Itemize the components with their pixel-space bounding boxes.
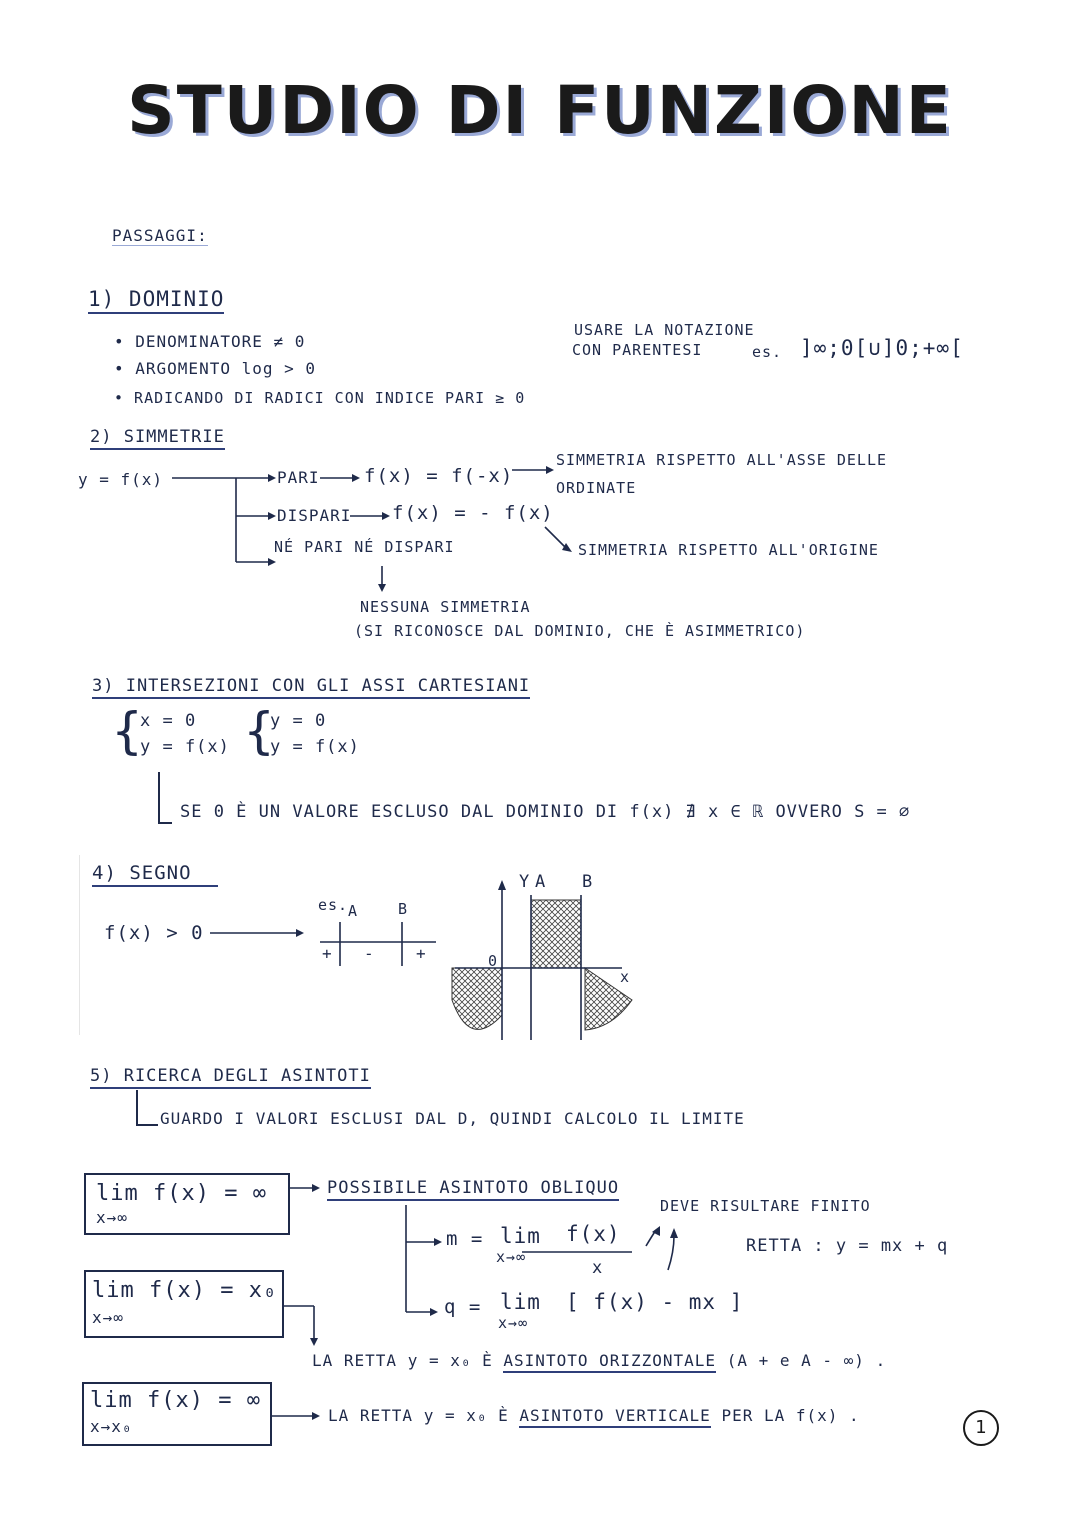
segno-sign-3: +: [416, 944, 427, 963]
limit-box-1-sub: x→∞: [96, 1208, 128, 1227]
dominio-bullet-3: • RADICANDO DI RADICI CON INDICE PARI ≥ 0: [114, 389, 526, 407]
limit-box-3-expr: lim f(x) = ∞: [90, 1388, 261, 1413]
system1-eq-b: y = f(x): [140, 737, 230, 757]
retta-obliqua: RETTA : y = mx + q: [746, 1236, 949, 1256]
limit-box-1-expr: lim f(x) = ∞: [96, 1181, 267, 1206]
dominio-note-line2: CON PARENTESI: [572, 341, 703, 359]
q-sub: x→∞: [498, 1314, 529, 1332]
graph-a-label: A: [535, 872, 547, 892]
m-numerator: f(x): [566, 1222, 621, 1246]
limit-box-2-expr: lim f(x) = x₀: [92, 1278, 278, 1303]
system2-eq-a: y = 0: [270, 711, 327, 731]
graph-x-label: x: [620, 968, 631, 986]
section-asintoti-heading: 5) RICERCA DEGLI ASINTOTI: [90, 1066, 371, 1086]
dominio-note-es: es.: [752, 343, 783, 361]
m-sub: x→∞: [496, 1248, 527, 1266]
segno-es-label: es.: [318, 896, 349, 914]
segno-point-b: B: [398, 900, 409, 918]
limit-box-finite: [84, 1270, 284, 1338]
segno-condition: f(x) > 0: [104, 922, 204, 944]
passaggi-label: PASSAGGI:: [112, 226, 208, 245]
simmetrie-nessuna-note: (SI RICONOSCE DAL DOMINIO, CHE È ASIMMETRICO): [354, 622, 806, 640]
section-simmetrie-heading: 2) SIMMETRIE: [90, 427, 225, 447]
dominio-bullet-2: • ARGOMENTO log > 0: [114, 359, 317, 378]
section-segno-heading: 4) SEGNO: [92, 862, 218, 884]
simmetrie-dispari: DISPARI: [277, 506, 352, 525]
limit-box-3-sub: x→x₀: [90, 1417, 133, 1436]
simmetrie-ne: NÉ PARI NÉ DISPARI: [274, 538, 455, 556]
simmetrie-pari-result-1: SIMMETRIA RISPETTO ALL'ASSE DELLE: [556, 451, 888, 469]
segno-point-a: A: [348, 902, 359, 920]
simmetrie-dispari-eq: f(x) = - f(x): [392, 502, 554, 524]
asintoti-note: GUARDO I VALORI ESCLUSI DAL D, QUINDI CALCOLO IL LIMITE: [160, 1109, 745, 1128]
segno-sign-1: +: [322, 944, 333, 963]
intersezioni-note: SE 0 È UN VALORE ESCLUSO DAL DOMINIO DI f(x) ∄ x ∈ ℝ OVVERO S = ∅: [180, 802, 911, 822]
m-denominator: x: [592, 1258, 604, 1278]
simmetrie-dispari-result: SIMMETRIA RISPETTO ALL'ORIGINE: [578, 541, 879, 559]
system-brace-1: {: [112, 702, 144, 760]
page-title: STUDIO DI FUNZIONE: [127, 72, 953, 149]
dominio-bullet-1: • DENOMINATORE ≠ 0: [114, 332, 306, 351]
page-number: 1: [963, 1410, 999, 1446]
section-intersezioni-heading: 3) INTERSEZIONI CON GLI ASSI CARTESIANI: [92, 676, 530, 696]
segno-sign-2: -: [364, 944, 375, 963]
q-lim: lim: [500, 1290, 541, 1314]
simmetrie-pari-eq: f(x) = f(-x): [364, 465, 514, 487]
graph-origin-label: 0: [488, 952, 499, 970]
simmetrie-nessuna: NESSUNA SIMMETRIA: [360, 598, 531, 616]
limit-box-2-sub: x→∞: [92, 1308, 124, 1327]
simmetrie-pari: PARI: [277, 468, 320, 487]
dominio-note-line1: USARE LA NOTAZIONE: [574, 321, 755, 339]
simmetrie-pari-result-2: ORDINATE: [556, 479, 637, 497]
dominio-note-example: ]∞;0[∪]0;+∞[: [800, 336, 964, 360]
system1-eq-a: x = 0: [140, 711, 197, 731]
asintoto-verticale-line: LA RETTA y = x₀ È ASINTOTO VERTICALE PER LA f(x) .: [328, 1406, 860, 1425]
asintoti-finito-note: DEVE RISULTARE FINITO: [660, 1197, 871, 1215]
m-lhs: m =: [446, 1228, 484, 1250]
graph-y-label: Y: [519, 872, 531, 892]
q-expression: [ f(x) - mx ]: [566, 1290, 744, 1314]
asintoto-orizzontale-line: LA RETTA y = x₀ È ASINTOTO ORIZZONTALE (A + e A - ∞) .: [312, 1351, 886, 1370]
section-dominio-heading: 1) DOMINIO: [88, 287, 224, 311]
simmetrie-y-label: y = f(x): [78, 470, 164, 489]
system2-eq-b: y = f(x): [270, 737, 360, 757]
q-lhs: q =: [444, 1296, 482, 1318]
limit-box-vertical: [82, 1382, 272, 1446]
m-lim: lim: [500, 1224, 541, 1248]
asintoto-obliquo: POSSIBILE ASINTOTO OBLIQUO: [327, 1178, 619, 1198]
system-brace-2: {: [244, 702, 276, 760]
graph-b-label: B: [582, 872, 594, 892]
